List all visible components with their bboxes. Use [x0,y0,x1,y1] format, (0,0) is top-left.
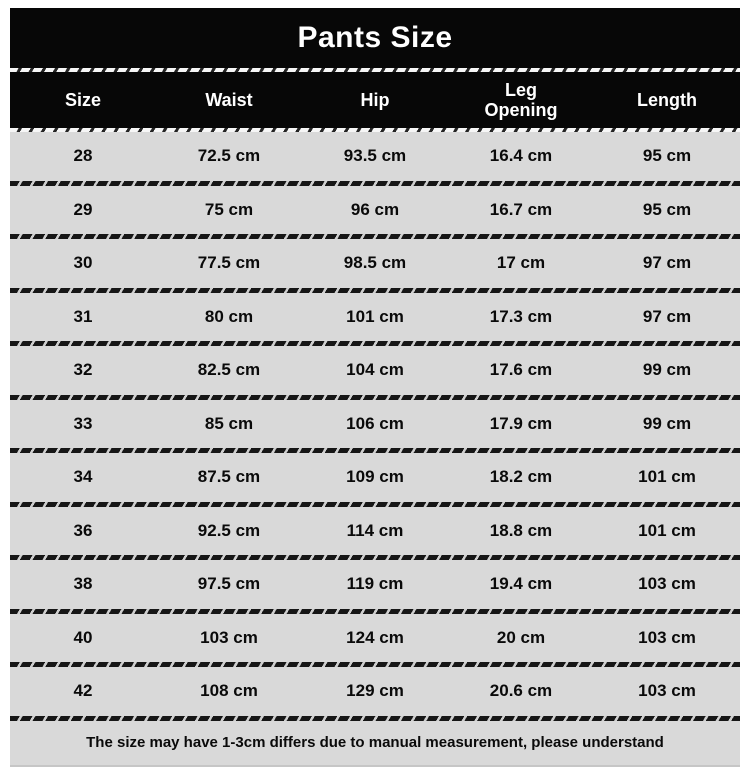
size-cell: 42 [73,681,93,701]
leg-opening-cell: 16.7 cm [489,199,553,219]
leg-opening-cell: 17.6 cm [489,360,553,380]
size-cell: 40 [73,627,93,647]
hip-cell: 129 cm [346,681,404,701]
length-cell: 97 cm [642,253,692,273]
size-cell: 32 [73,360,93,380]
waist-cell: 75 cm [204,199,254,219]
size-cell: 28 [73,146,93,166]
length-cell: 103 cm [638,574,696,594]
column-header-hip [302,90,448,110]
leg-opening-cell: 20.6 cm [489,681,553,701]
length-cell: 95 cm [642,146,692,166]
waist-cell: 85 cm [204,413,254,433]
table-row [10,239,740,288]
table-row [10,132,740,181]
leg-opening-cell: 17 cm [496,253,546,273]
footer-row [10,721,740,767]
waist-cell: 82.5 cm [197,360,261,380]
leg-opening-cell: 20 cm [496,627,546,647]
length-cell: 99 cm [642,413,692,433]
size-cell: 36 [73,520,93,540]
column-header-waist [156,90,302,110]
table-row [10,400,740,449]
column-header-length-label: Length [637,89,697,110]
header-row [10,72,740,128]
waist-cell: 87.5 cm [197,467,261,487]
leg-opening-cell: 16.4 cm [489,146,553,166]
hip-cell: 106 cm [346,413,404,433]
waist-cell: 97.5 cm [197,574,261,594]
waist-cell: 92.5 cm [197,520,261,540]
hip-cell: 101 cm [346,306,404,326]
length-cell: 103 cm [638,681,696,701]
table-row [10,346,740,395]
table-row [10,293,740,342]
hip-cell: 124 cm [346,627,404,647]
column-header-leg-opening [448,80,594,120]
column-header-waist-label: Waist [205,89,253,110]
hip-cell: 104 cm [346,360,404,380]
waist-cell: 80 cm [204,306,254,326]
hip-cell: 119 cm [346,574,404,594]
leg-opening-cell: 18.8 cm [489,520,553,540]
size-cell: 29 [73,199,93,219]
length-cell: 95 cm [642,199,692,219]
hip-cell: 114 cm [346,520,404,540]
page-title: Pants Size [297,21,453,54]
waist-cell: 72.5 cm [197,146,261,166]
hip-cell: 109 cm [346,467,404,487]
table-row [10,507,740,556]
leg-opening-cell: 18.2 cm [489,467,553,487]
column-header-size-label: Size [64,89,102,110]
table-row [10,614,740,663]
waist-cell: 108 cm [200,681,258,701]
leg-opening-cell: 17.9 cm [489,413,553,433]
column-header-hip-label: Hip [360,89,390,110]
hip-cell: 96 cm [350,199,400,219]
hip-cell: 98.5 cm [343,253,407,273]
waist-cell: 77.5 cm [197,253,261,273]
table-row [10,186,740,235]
column-header-leg-opening-label: Leg Opening [484,79,558,120]
size-cell: 33 [73,413,93,433]
size-cell: 38 [73,574,93,594]
table-row [10,453,740,502]
size-cell: 34 [73,467,93,487]
hip-cell: 93.5 cm [343,146,407,166]
length-cell: 101 cm [638,467,696,487]
length-cell: 99 cm [642,360,692,380]
table-row [10,667,740,716]
title-bar [10,8,740,68]
pants-size-table [10,8,740,767]
waist-cell: 103 cm [200,627,258,647]
table-row [10,560,740,609]
size-cell: 30 [73,253,93,273]
column-header-length [594,90,740,110]
measurement-disclaimer: The size may have 1-3cm differs due to manual measurement, please understand [86,734,664,751]
table-body [10,132,740,716]
column-header-size [10,90,156,110]
length-cell: 97 cm [642,306,692,326]
leg-opening-cell: 17.3 cm [489,306,553,326]
size-cell: 31 [73,306,93,326]
leg-opening-cell: 19.4 cm [489,574,553,594]
length-cell: 101 cm [638,520,696,540]
length-cell: 103 cm [638,627,696,647]
